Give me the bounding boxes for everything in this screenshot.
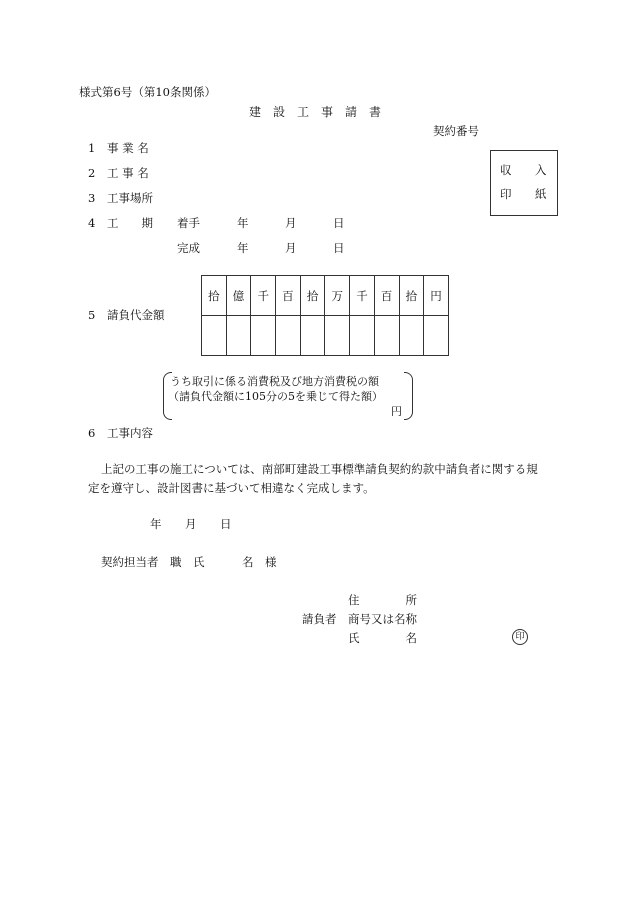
body-text-line1: 上記の工事の施工については、南部町建設工事標準請負契約約款中請負者に関する規 (101, 462, 538, 476)
item-label-work-name: 工 事 名 (107, 166, 149, 180)
amount-digit-cell[interactable] (325, 316, 350, 356)
date-day: 日 (220, 517, 232, 531)
item-label-work-location: 工事場所 (107, 191, 153, 205)
amount-digit-cell[interactable] (276, 316, 301, 356)
tax-note (163, 372, 413, 420)
date-year: 年 (150, 517, 162, 531)
item-label-project-name: 事 業 名 (107, 141, 149, 155)
amount-digit-header: 億 (226, 276, 251, 316)
amount-digit-header: 拾 (202, 276, 227, 316)
item-label-period: 工 期 (107, 216, 153, 230)
bracket-right (404, 372, 413, 420)
period-day: 日 (333, 216, 345, 230)
body-text-line2: 定を遵守し、設計図書に基づいて相違なく完成します。 (88, 481, 375, 495)
amount-digit-cell[interactable] (226, 316, 251, 356)
stamp-char: 紙 (535, 187, 547, 201)
amount-digit-cell[interactable] (374, 316, 399, 356)
item-label-contract-amount: 請負代金額 (107, 308, 165, 322)
amount-digit-cell[interactable] (300, 316, 325, 356)
addressee-title: 職 氏 (170, 555, 205, 569)
stamp-char: 印 (500, 187, 512, 201)
amount-digit-header: 拾 (300, 276, 325, 316)
amount-digit-entry-row (202, 316, 449, 356)
tax-note-line1: うち取引に係る消費税及び地方消費税の額 (170, 375, 379, 388)
contractor-label: 請負者 (302, 612, 337, 626)
page-title: 建 設 工 事 請 書 (249, 105, 382, 119)
amount-digit-cell[interactable] (251, 316, 276, 356)
amount-digit-header: 万 (325, 276, 350, 316)
amount-digit-header: 千 (251, 276, 276, 316)
amount-digit-header: 百 (374, 276, 399, 316)
amount-digit-cell[interactable] (350, 316, 375, 356)
addressee-name-suffix: 名 様 (242, 555, 277, 569)
item-number: 1 (88, 141, 96, 155)
period-year: 年 (237, 216, 249, 230)
amount-digit-cell[interactable] (424, 316, 449, 356)
period-start-label: 着手 (177, 216, 200, 230)
item-number: 2 (88, 166, 96, 180)
item-label-work-content: 工事内容 (107, 426, 153, 440)
contractor-company-label: 商号又は名称 (348, 612, 417, 626)
period-year: 年 (237, 241, 249, 255)
tax-note-line2: （請負代金額に105分の5を乗じて得た額） (168, 390, 383, 403)
item-number: 3 (88, 191, 96, 205)
form-number: 様式第6号（第10条関係） (79, 85, 216, 99)
period-month: 月 (285, 241, 297, 255)
amount-digit-header-row (202, 276, 449, 316)
item-number: 5 (88, 308, 96, 322)
seal-mark: 印 (512, 629, 528, 645)
amount-digit-cell[interactable] (202, 316, 227, 356)
amount-digit-header: 百 (276, 276, 301, 316)
amount-digit-header: 拾 (399, 276, 424, 316)
contractor-address-label: 住 所 (348, 593, 417, 607)
period-month: 月 (285, 216, 297, 230)
revenue-stamp-box (490, 150, 558, 216)
period-day: 日 (333, 241, 345, 255)
amount-digit-header: 千 (350, 276, 375, 316)
amount-table (201, 275, 449, 356)
contractor-name-label: 氏 名 (348, 631, 417, 645)
amount-digit-cell[interactable] (399, 316, 424, 356)
item-number: 4 (88, 216, 96, 230)
amount-digit-header: 円 (424, 276, 449, 316)
stamp-char: 収 (500, 163, 512, 177)
item-number: 6 (88, 426, 96, 440)
period-end-label: 完成 (177, 241, 200, 255)
contract-number-label: 契約番号 (433, 124, 479, 138)
stamp-char: 入 (535, 163, 547, 177)
date-month: 月 (185, 517, 197, 531)
addressee-role: 契約担当者 (101, 555, 159, 569)
tax-note-unit: 円 (391, 405, 402, 418)
